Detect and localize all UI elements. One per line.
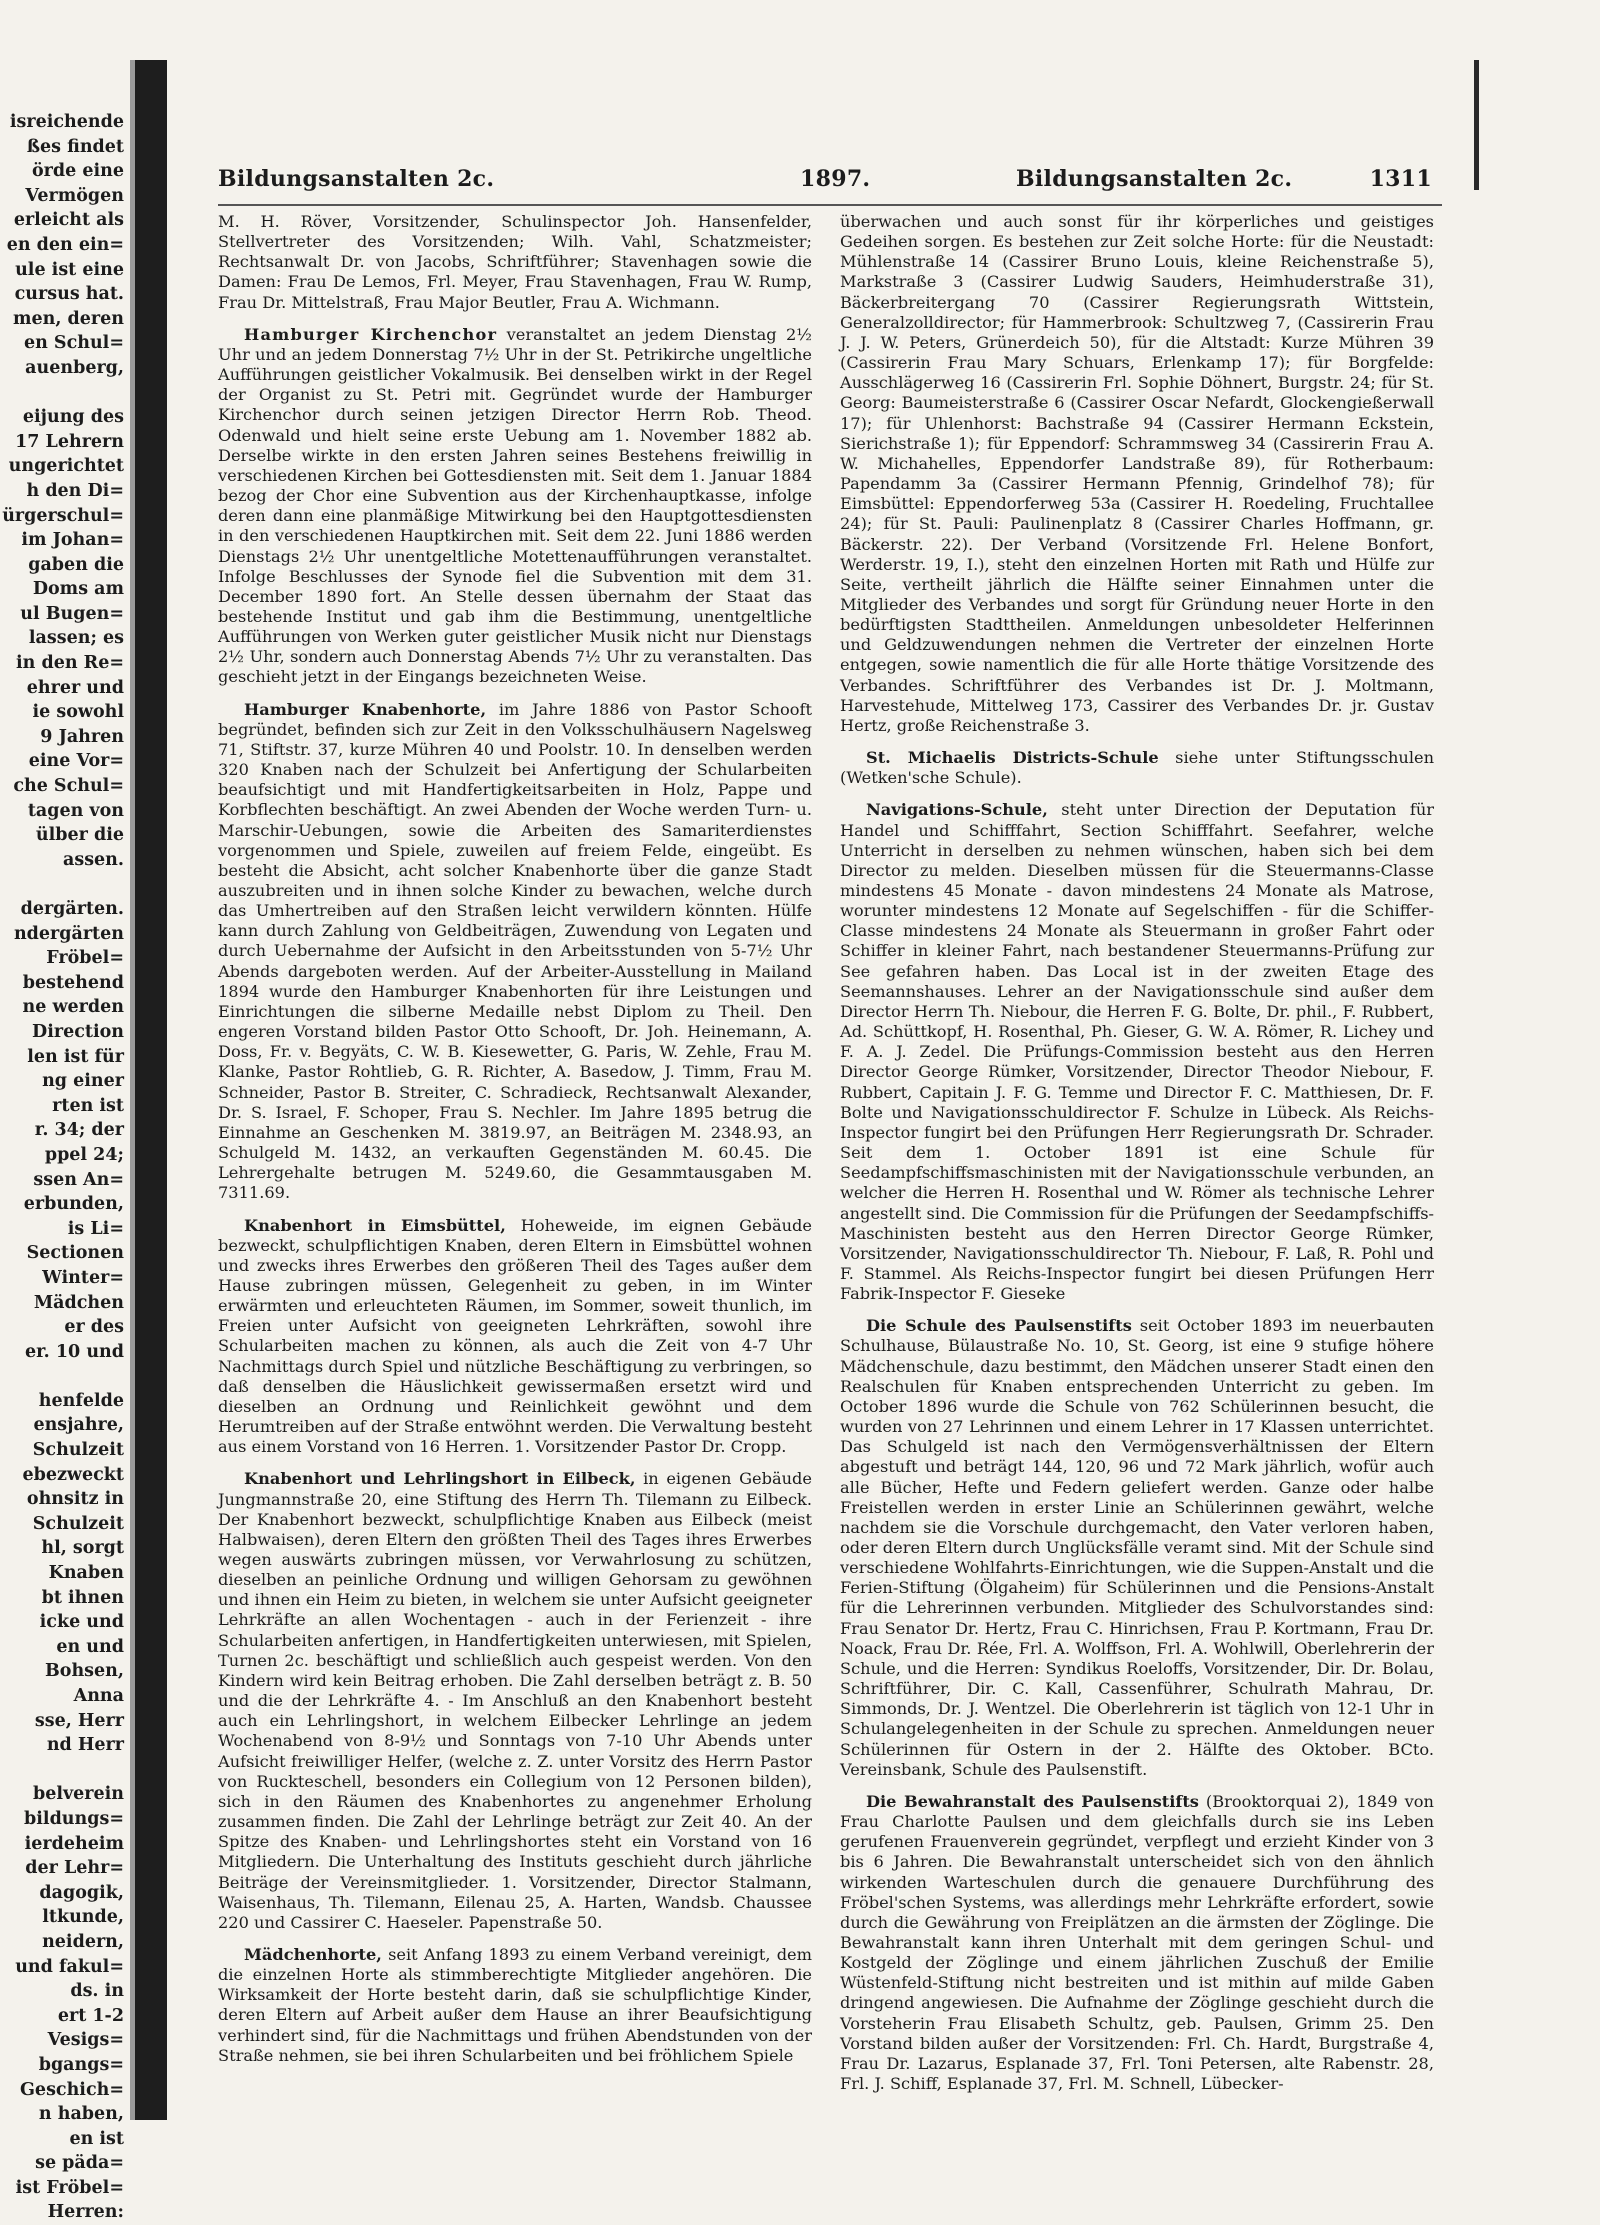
entry-text: im Jahre 1886 von Pastor Schooft begründet, befinden sich zur Zeit in den Volksschulhäusern Nagelsweg 71, Stiftstr. 37, kurze Mühren 40 und Poolstr. 10. In denselben werden 320 Knaben nach der Schulzeit bei Anfertigung der Schularbeiten beaufsichtigt und mit Handfertigkeitsarbeiten in Holz, Pappe und Korbflechten beschäftigt. An zwei Abenden der Woche werden Turn- u. Marschir-Uebungen, sowie die Arbeiten des Samariterdienstes vorgenommen und Spiele, zuweilen auf freiem Felde, eingeübt. Es besteht die Absicht, acht solcher Knabenhorte über die ganze Stadt auszubreiten und in ihnen solche Kinder zu bewachen, welche durch das Umhertreiben auf den Straßen leicht verwildern könnten. Hülfe kann durch Zahlung von Geldbeiträgen, Zuwendung von Legaten und durch Uebernahme der Aufsicht in den Arbeitsstunden von 5-7½ Uhr Abends dargeboten werden. Auf der Arbeiter-Ausstellung in Mailand 1894 wurde den Hamburger Knabenhorten für ihre Leistungen und Einrichtungen die silberne Medaille nebst Diplom zu Theil. Den engeren Vorstand bilden Pastor Otto Schooft, Dr. Joh. Heinemann, A. Doss, Fr. v. Begyäts, C. W. B. Kiesewetter, G. Paris, W. Zehle, Frau M. Klanke, Pastor Rohtlieb, G. R. Richter, A. Basedow, J. Timm, Frau M. Schneider, Pastor B. Streiter, C. Schradieck, Rechtsanwalt Alexander, Dr. S. Israel, F. Schoper, Frau S. Nechler. Im Jahre 1895 betrug die Einnahme an Geschenken M. 3819.97, an Beiträgen M. 2348.93, an Schulgeld M. 1432, an verkauften Gegenständen M. 60.45. Die Lehrergehalte betrugen M. 5249.60, die Gesammtausgaben M. 7311.69. — [218, 699, 812, 1203]
entry-heading: St. Michaelis Districts-Schule — [866, 748, 1159, 768]
entry-kirchenchor — [218, 325, 812, 688]
margin-fragment-line: ungerichtet — [8, 456, 124, 477]
margin-fragment-line: örde eine — [32, 161, 124, 182]
margin-fragment-line: men, deren — [12, 308, 124, 329]
margin-fragment-line: neidern, — [42, 1931, 124, 1952]
margin-fragment-line: ndergärten — [13, 923, 124, 944]
entry-heading: Knabenhort und Lehrlingshort in Eilbeck, — [244, 1469, 636, 1489]
margin-fragment-line: en ist — [69, 2128, 124, 2149]
margin-fragment-line: hl, sorgt — [41, 1538, 124, 1559]
margin-fragment-line: Knaben — [48, 1563, 124, 1584]
margin-fragment-line: Herren: — [47, 2202, 124, 2223]
margin-fragment-line: en Schul= — [23, 333, 124, 354]
margin-fragment-line: tagen von — [27, 800, 124, 821]
entry-text: (Brooktorquai 2), 1849 von Frau Charlotte Paulsen und dem gleichfalls durch sie ins Leben gerufenen Frauenverein gegründet, verpflegt und erzieht Kinder von 3 bis 6 Jahren. Die Bewahranstalt unterscheidet sich von den ähnlich wirkenden Warteschulen durch die genauere Durchführung des Fröbel'schen Systems, was allerdings mehr Lehrkräfte erfordert, sowie durch die Gewährung von Freiplätzen an die ärmsten der Zöglinge. Die Bewahranstalt kann ihren Unterhalt mit dem geringen Schul- und Kostgeld der Zöglinge und einem jährlichen Zuschuß der Emilie Wüstenfeld-Stiftung nicht bestreiten und ist mithin auf milde Gaben dringend angewiesen. Die Aufnahme der Zöglinge geschieht durch die Vorsteherin Frau Elisabeth Schultz, geb. Paulsen, Grimm 25. Den Vorstand bilden außer der Vorsitzenden: Frl. Ch. Hardt, Burgstraße 4, Frau Dr. Lazarus, Esplanade 37, Frl. Toni Petersen, alte Rabenstr. 28, Frl. J. Schiff, Esplanade 37, Frl. M. Schnell, Lübecker- — [840, 1791, 1434, 2094]
entry-text: seit October 1893 im neuerbauten Schulhause, Bülaustraße No. 10, St. Georg, ist eine 9 stufige höhere Mädchenschule, dazu bestimmt, den Mädchen unserer Stadt einen den Realschulen für Knaben entsprechenden Unterricht zu geben. Im October 1896 wurde die Schule von 762 Schülerinnen besucht, die wurden von 27 Lehrinnen und einem Lehrer in 17 Klassen unterrichtet. Das Schulgeld ist nach den Vermögensverhältnissen der Eltern abgestuft und beträgt 144, 120, 96 und 72 Mark jährlich, wofür auch alle Bücher, Hefte und Federn geliefert werden. Ganze oder halbe Freistellen werden in erster Linie an Schülerinnen gewährt, welche nachdem sie die Vorschule durchgemacht, den Vater verloren haben, oder deren Eltern durch Unglücksfälle veramt sind. Mit der Schule sind verschiedene Wohlfahrts-Einrichtungen, wie die Suppen-Anstalt und die Ferien-Stiftung (Ölgaheim) für Schülerinnen und die Pensions-Anstalt für die Lehrerinnen verbunden. Mitglieder des Schulvorstandes sind: Frau Senator Dr. Hertz, Frau C. Hinrichsen, Frau P. Kortmann, Frau Dr. Noack, Frau Dr. Rée, Frl. A. Wolffson, Frl. A. Wohlwill, Oberlehrerin der Schule, und die Herren: Syndikus Roeloffs, Vorsitzender, Dir. Dr. Bolau, Schriftführer, Dir. C. Kall, Cassenführer, Schulrath Mahrau, Dr. Simmonds, Dr. J. Wentzel. Die Oberlehrerin ist täglich von 12-1 Uhr in Schulangelegenheiten in der Schule zu sprechen. Anmeldungen neuer Schülerinnen für Ostern in der 2. Hälfte des Oktober. BCto. Vereinsbank, Schule des Paulsenstift. — [840, 1316, 1435, 1779]
margin-fragment-line: eijung des — [22, 407, 124, 428]
margin-fragment-line: Vermögen — [25, 185, 124, 206]
entry-heading: Mädchenhorte, — [244, 1944, 382, 1964]
margin-fragment-line: dagogik, — [39, 1882, 124, 1903]
entry-eilbeck — [218, 1469, 812, 1933]
margin-fragment-line: ensjahre, — [33, 1415, 124, 1436]
margin-fragment-line: ng einer — [42, 1071, 124, 1092]
margin-fragment-line: er des — [64, 1317, 124, 1338]
margin-fragment-line: ppel 24; — [44, 1144, 124, 1165]
margin-fragment-line: Schulzeit — [32, 1440, 124, 1461]
margin-fragment-line: h den Di= — [26, 480, 124, 501]
entry-text: veranstaltet an jedem Dienstag 2½ Uhr und an jedem Donnerstag 7½ Uhr in der St. Petrikirche ungeltliche Aufführungen geistlicher Vokalmusik. Bei denselben wirkt in der Regel der Organist zu St. Petri mit. Gegründet wurde der Hamburger Kirchenchor durch seinen jetzigen Director Herrn Rob. Theod. Odenwald und hielt seine erste Uebung am 1. November 1882 ab. Derselbe wirkte in den ersten Jahren seines Bestehens freiwillig in verschiedenen Kirchen bei Gottesdiensten mit. Seit dem 1. Januar 1884 bezog der Chor eine Subvention aus der Kirchenhauptkasse, infolge deren dann eine planmäßige Mitwirkung bei den Hauptgottesdiensten in den verschiedenen Hauptkirchen mit. Seit dem 22. Juni 1886 werden Dienstags 2½ Uhr unentgeltliche Motettenaufführungen veranstaltet. Infolge Beschlusses der Synode fiel die Subvention mit dem 31. December 1890 fort. An Stelle dessen übernahm der Staat das bestehende Institut und gab ihm die Bestimmung, unentgeltliche Aufführungen von Werken guter geistlicher Musik nicht nur Dienstags 2½ Uhr, sondern auch Donnerstag Abends 7½ Uhr zu veranstalten. Das geschieht jetzt in der Eingangs bezeichneten Weise. — [218, 324, 812, 687]
entry-heading: Knabenhort in Eimsbüttel, — [244, 1215, 506, 1235]
margin-fragment-line: gaben die — [28, 554, 124, 575]
entry-paulsenstift — [840, 1316, 1434, 1780]
margin-fragment-line: erleicht als — [13, 210, 124, 231]
entry-continuation — [218, 212, 812, 313]
margin-fragment-line: eine Vor= — [28, 751, 124, 772]
right-column — [840, 212, 1434, 2106]
margin-fragment-line: ltkunde, — [42, 1907, 124, 1928]
margin-fragment-line: Mädchen — [33, 1292, 124, 1313]
margin-fragment-line: nd Herr — [46, 1735, 124, 1756]
margin-fragment-line: Direction — [32, 1021, 124, 1042]
margin-fragment-line: Fröbel= — [46, 948, 124, 969]
entry-text: überwachen und auch sonst für ihr körperliches und geistiges Gedeihen sorgen. Es bestehen zur Zeit solche Horte: für die Neustadt: Mühlenstraße 14 (Cassirer Bruno Louis, kleine Reichenstraße 5), Markstraße 3 (Cassirer Ludwig Sauders, Heimhuderstraße 31), Bäckerbreitergang 70 (Cassirer Regierungsrath Wittstein, Generalzolldirector; für Hammerbrook: Schultzweg 7, (Cassirerin Frau J. J. W. Peters, Grünerdeich 50), für die Altstadt: Kurze Mühren 39 (Cassirerin Frau Mary Schuars, Erlenkamp 17); für Borgfelde: Ausschlägerweg 16 (Cassirerin Frl. Sophie Döhnert, Burgstr. 24; für St. Georg: Baumeisterstraße 6 (Cassirer Oscar Nefardt, Glockengießerwall 17); für Uhlenhorst: Bachstraße 94 (Cassirer Hermann Eckstein, Sierichstraße 1); für Eppendorf: Schrammsweg 34 (Cassirerin Frau A. W. Michahelles, Eppendorfer Landstraße 89), für Rotherbaum: Papendamm 3a (Cassirer Hermann Pfennig, Grindelhof 78); für Eimsbüttel: Eppendorferweg 53a (Cassirer H. Roedeling, Fruchtallee 24); für St. Pauli: Paulinenplatz 8 (Cassirer Charles Hoffmann, gr. Bäckerstr. 22). Der Verband (Vorsitzende Frl. Helene Bonfort, Werderstr. 19, I.), steht den einzelnen Horten mit Rath und Hülfe zur Seite, vertheilt jährlich die Hälfte seiner Einnahmen unter die Mitglieder des Verbandes und sorgt für Gründung neuer Horte in den bedürftigsten Stadttheilen. Anmeldungen unbesoldeter Helferinnen und Geldzuwendungen nehmen die Vertreter der einzelnen Horte entgegen, sowie namentlich die für alle Horte thätige Vorsitzende des Verbandes. Schriftführer des Verbandes ist Dr. J. Moltmann, Harvestehude, Mittelweg 173, Cassirer des Verbandes Dr. jr. Gustav Hertz, große Reichenstraße 3. — [840, 212, 1434, 735]
margin-fragment-line: Anna — [73, 1686, 124, 1706]
entry-heading: Die Schule des Paulsenstifts — [866, 1316, 1132, 1336]
margin-fragment-line: Vesigs= — [47, 2030, 124, 2051]
entry-text: siehe unter Stiftungsschulen (Wetken'sche Schule). — [840, 748, 1435, 788]
facing-page-fragment — [0, 110, 128, 2223]
margin-fragment-line: Winter= — [42, 1267, 124, 1288]
page-edge-mark — [1474, 60, 1479, 190]
margin-fragment-line: Geschich= — [19, 2079, 124, 2100]
margin-fragment-line: 9 Jahren — [40, 726, 124, 747]
margin-fragment-line: n haben, — [38, 2104, 124, 2125]
margin-fragment-line: ierdeheim — [24, 1833, 124, 1854]
entry-maedchenhorte — [218, 1945, 812, 2066]
entry-navigation — [840, 800, 1434, 1304]
margin-fragment-line: ülber die — [35, 825, 124, 846]
margin-fragment-line: er. 10 und — [24, 1341, 124, 1362]
margin-fragment-line: Bohsen, — [45, 1661, 124, 1682]
page-number: 1311 — [1369, 166, 1432, 192]
margin-fragment-line: sse, Herr — [34, 1710, 124, 1731]
margin-fragment-line — [0, 872, 128, 897]
margin-fragment-line — [0, 381, 128, 406]
margin-fragment-line: ne werden — [22, 997, 124, 1018]
margin-fragment-line: ohnsitz in — [26, 1489, 124, 1510]
entry-michaelis — [840, 748, 1434, 788]
margin-fragment-line: ert 1-2 — [57, 2005, 124, 2026]
margin-fragment-line: und fakul= — [15, 1956, 124, 1977]
margin-fragment-line: ie sowohl — [32, 702, 124, 723]
book-gutter — [135, 60, 167, 2120]
margin-fragment-line: isreichende — [9, 112, 124, 132]
margin-fragment-line: ule ist eine — [15, 259, 124, 280]
margin-fragment-line: Sectionen — [26, 1243, 124, 1264]
margin-fragment-line: is Li= — [67, 1218, 124, 1239]
margin-fragment-line: 17 Lehrern — [15, 431, 124, 452]
entry-heading: Hamburger Kirchenchor — [244, 324, 498, 344]
margin-fragment-line: ul Bugen= — [20, 603, 124, 624]
margin-fragment-line: che Schul= — [13, 776, 124, 797]
margin-fragment-line: dergärten. — [20, 899, 124, 919]
margin-fragment-line: der Lehr= — [25, 1858, 124, 1879]
margin-fragment-line: ist Fröbel= — [15, 2177, 124, 2198]
entry-heading: Navigations-Schule, — [866, 800, 1048, 820]
entry-text: seit Anfang 1893 zu einem Verband vereinigt, dem die einzelnen Horte als stimmberechtigte Mitglieder angehören. Die Wirksamkeit der Horte besteht darin, daß sie schulpflichtige Kinder, deren Eltern auf Arbeit außer dem Hause an ihrer Beaufsichtigung verhindert sind, für die Nachmittags und frühen Abendstunden von der Straße nehmen, sie bei ihren Schularbeiten und bei fröhlichem Spiele — [218, 1944, 812, 2065]
margin-fragment-line: auenberg, — [25, 357, 124, 378]
margin-fragment-line: Doms am — [32, 579, 124, 600]
entry-continuation — [840, 212, 1434, 736]
margin-fragment-line: henfelde — [38, 1390, 124, 1411]
margin-fragment-line: cursus hat. — [14, 284, 124, 305]
margin-fragment-line: Schulzeit — [32, 1513, 124, 1534]
margin-fragment-line: lassen; es — [28, 628, 124, 649]
left-column — [218, 212, 812, 2078]
entry-bewahranstalt — [840, 1792, 1434, 2094]
entry-text: steht unter Direction der Deputation für Handel und Schifffahrt, Section Schifffahrt. Seefahrer, welche Unterricht in derselben zu nehmen wünschen, haben sich bei dem Director zu melden. Dieselben müssen für die Steuermanns-Classe mindestens 45 Monate - davon mindestens 24 Monate als Matrose, worunter mindestens 12 Monate auf Segelschiffen - für die Schiffer-Classe mindestens 24 Monate als Steuermann in großer Fahrt oder Schiffer in kleiner Fahrt, nach bestandener Steuermanns-Prüfung zur See gefahren haben. Das Local ist in der zweiten Etage des Seemannshauses. Lehrer an der Navigationsschule sind außer dem Director Herrn Th. Niebour, die Herren F. G. Bolte, Dr. phil., F. Rubbert, Ad. Schüttkopf, H. Rosenthal, Ph. Gieser, G. W. A. Römer, R. Lichey und F. A. J. Zedel. Die Prüfungs-Commission besteht aus den Herren Director George Rümker, Vorsitzender, Director Theodor Niebour, F. Rubbert, Capitain J. F. G. Temme und Director F. C. Matthiesen, Dr. F. Bolte und Navigationsschuldirector F. Schulze in Lübeck. Als Reichs-Inspector fungirt bei den Prüfungen Herr Regierungsrath Dr. Schrader. Seit dem 1. October 1891 ist eine Schule für Seedampfschiffsmaschinisten mit der Navigationsschule verbunden, an welcher die Herren H. Rosenthal und W. Römer als technische Lehrer angestellt sind. Die Commission für die Prüfungen der Seedampfschiffs-Maschinisten besteht aus den Herren Director George Rümker, Vorsitzender, Navigationsschuldirector Th. Niebour, F. Laß, R. Pohl und F. Stammel. Als Reichs-Inspector fungirt bei diesen Prüfungen Herr Fabrik-Inspector F. Gieseke — [840, 800, 1434, 1304]
margin-fragment-line: bestehend — [22, 972, 124, 993]
entry-heading: Hamburger Knabenhorte, — [244, 699, 487, 719]
margin-fragment-line: len ist für — [27, 1046, 124, 1067]
margin-fragment-line: erbunden, — [23, 1194, 124, 1215]
entry-heading: Die Bewahranstalt des Paulsenstifts — [866, 1791, 1199, 1811]
entry-text: M. H. Röver, Vorsitzender, Schulinspector Joh. Hansenfelder, Stellvertreter des Vorsitzenden; Wilh. Vahl, Schatzmeister; Rechtsanwalt Dr. von Jacobs, Schriftführer; Stavenhagen sowie die Damen: Frau De Lemos, Frl. Meyer, Frau Stavenhagen, Frau W. Rump, Frau Dr. Mittelstraß, Frau Major Beutler, Frau A. Wichmann. — [218, 212, 812, 312]
margin-fragment-line: en und — [56, 1636, 124, 1657]
margin-fragment-line: ehrer und — [26, 677, 124, 698]
header-left-title: Bildungsanstalten 2c. — [218, 166, 495, 192]
entry-knabenhorte — [218, 700, 812, 1204]
margin-fragment-line: ds. in — [70, 1981, 124, 2002]
margin-fragment-line: in den Re= — [16, 653, 124, 674]
margin-fragment-line: bgangs= — [38, 2054, 124, 2075]
margin-fragment-line: assen. — [63, 849, 124, 870]
entry-eimsbuettel — [218, 1216, 812, 1458]
margin-fragment-line: ßes findet — [26, 136, 124, 157]
margin-fragment-line — [0, 1364, 128, 1389]
document-page — [218, 160, 1442, 2094]
margin-fragment-line: im Johan= — [21, 530, 124, 551]
header-year: 1897. — [800, 166, 871, 192]
margin-fragment-line: bt ihnen — [41, 1587, 124, 1608]
margin-fragment-line: ssen An= — [33, 1169, 124, 1190]
margin-fragment-line — [0, 1758, 128, 1783]
running-header — [218, 160, 1442, 206]
margin-fragment-line: bildungs= — [24, 1808, 124, 1829]
margin-fragment-line: en den ein= — [6, 234, 124, 255]
margin-fragment-line: icke und — [39, 1612, 124, 1633]
entry-text: in eigenen Gebäude Jungmannstraße 20, eine Stiftung des Herrn Th. Tilemann zu Eilbeck. Der Knabenhort bezweckt, schulpflichtige Knaben aus Eilbeck (meist Halbwaisen), deren Eltern den größten Theil des Tages ihres Erwerbes wegen auswärts zubringen müssen, vor Verwahrlosung zu schützen, dieselben an peinliche Ordnung und willigen Gehorsam zu gewöhnen und ihnen ein Heim zu bieten, in welchem sie unter Aufsicht geeigneter Lehrkräfte an allen Wochentagen - auch in der Ferienzeit - ihre Schularbeiten anfertigen, in Handfertigkeiten unterwiesen, mit Spielen, Turnen 2c. beschäftigt und schließlich auch gespeist werden. Von den Kindern wird kein Beitrag erhoben. Die Zahl derselben beträgt z. B. 50 und die der Lehrkräfte 4. - Im Anschluß an den Knabenhort besteht auch ein Lehrlingshort, in welchem Eilbecker Lehrlinge an jedem Wochenabend von 8-9½ und Sonntags von 7-10 Uhr Abends unter Aufsicht freiwilliger Helfer, (welche z. Z. unter Vorsitz des Herrn Pastor von Ruckteschell, besonders ein Collegium von 12 Personen bilden), sich in den Räumen des Knabenhortes zu angenehmer Erholung zusammen finden. Die Zahl der Lehrlinge beträgt zur Zeit 40. An der Spitze des Knaben- und Lehrlingshortes steht ein Vorstand von 16 Mitgliedern. Die Unterhaltung des Instituts geschieht durch jährliche Beiträge der Vereinsmitglieder. 1. Vorsitzender, Director Stalmann, Waisenhaus, Th. Tilemann, Eilenau 25, A. Harten, Wandsb. Chaussee 220 und Cassirer C. Haeseler. Papenstraße 50. — [218, 1469, 812, 1932]
margin-fragment-line: ebezweckt — [22, 1464, 124, 1485]
margin-fragment-line: belverein — [32, 1784, 124, 1805]
margin-fragment-line: se päda= — [35, 2153, 124, 2174]
margin-fragment-line: rten ist — [52, 1095, 124, 1116]
margin-fragment-line: ürgerschul= — [2, 505, 124, 526]
entry-text: Hoheweide, im eignen Gebäude bezweckt, schulpflichtigen Knaben, deren Eltern in Eimsbüttel wohnen und zwecks ihres Erwerbes den größeren Theil des Tages außer dem Hause zubringen müssen, Gelegenheit zu geben, in im Winter erwärmten und erleuchteten Räumen, im Sommer, soweit thunlich, im Freien unter Aufsicht von geeigneten Lehrkräften, sowohl ihre Schularbeiten machen zu können, als auch die Zeit von 4-7 Uhr Nachmittags durch Spiel und nützliche Beschäftigung zu verbringen, so daß denselben die Häuslichkeit gewissermaßen ersetzt wird und dieselben an Ordnung und Reinlichkeit gewöhnt und dem Herumtreiben auf der Straße entwöhnt werden. Die Verwaltung besteht aus einem Vorstand von 16 Herren. 1. Vorsitzender Pastor Dr. Cropp. — [218, 1215, 812, 1457]
margin-fragment-line: r. 34; der — [34, 1120, 124, 1141]
header-right-title: Bildungsanstalten 2c. — [1016, 166, 1293, 192]
